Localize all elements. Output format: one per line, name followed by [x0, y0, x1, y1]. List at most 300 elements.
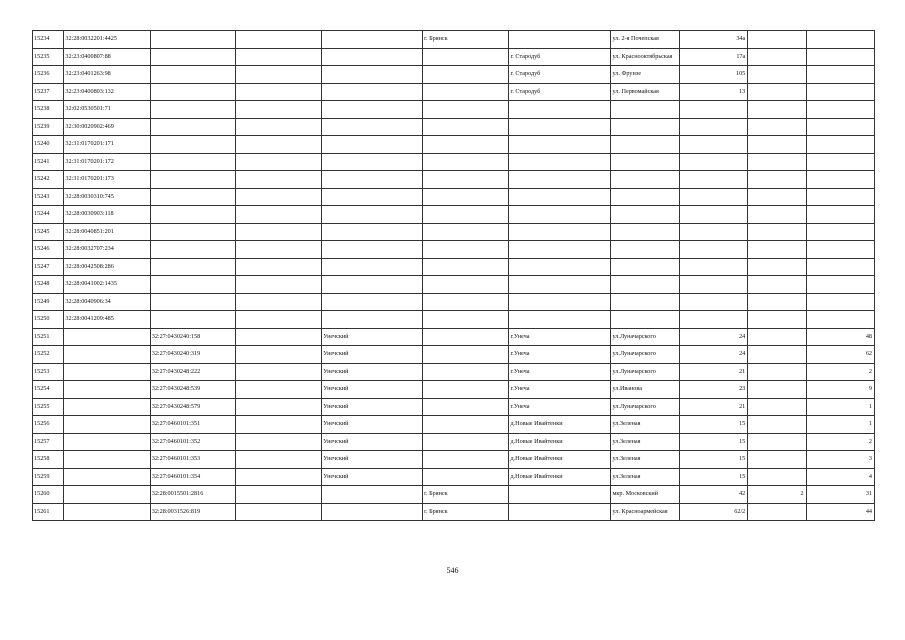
cell-cadastral-number: [64, 486, 150, 504]
cell-cadastral-number-parent: 32:27:0460101:351: [150, 416, 235, 434]
cell-city: [423, 258, 509, 276]
cell-settlement: [509, 258, 611, 276]
cell-settlement: д.Новые Ивайтенки: [509, 416, 611, 434]
cell-apartment: 3: [806, 451, 874, 469]
cell-cadastral-number: 32:28:0032707:234: [64, 241, 150, 259]
cell-apartment: [806, 83, 874, 101]
cell-cadastral-number: [64, 433, 150, 451]
cell-cadastral-number-parent: [150, 153, 235, 171]
cell-empty: [235, 258, 321, 276]
cell-empty: [235, 101, 321, 119]
cell-empty: [235, 66, 321, 84]
cell-number: 15238: [33, 101, 64, 119]
cell-empty: [235, 381, 321, 399]
cell-number: 15256: [33, 416, 64, 434]
cell-cadastral-number-parent: 32:27:0430240:319: [150, 346, 235, 364]
table-row: [33, 346, 875, 364]
cell-empty: [235, 83, 321, 101]
cell-district: [322, 83, 423, 101]
cell-apartment: [806, 311, 874, 329]
cell-number: 15251: [33, 328, 64, 346]
registry-table: [32, 30, 875, 521]
cell-house: [679, 101, 747, 119]
cell-district: [322, 241, 423, 259]
cell-apartment: 2: [806, 433, 874, 451]
registry-table-sheet: [32, 30, 875, 521]
cell-street: [611, 258, 679, 276]
cell-settlement: г.Унеча: [509, 398, 611, 416]
cell-settlement: [509, 276, 611, 294]
cell-city: [423, 153, 509, 171]
cell-city: [423, 398, 509, 416]
cell-number: 15248: [33, 276, 64, 294]
cell-building: [748, 31, 806, 49]
cell-house: [679, 118, 747, 136]
cell-settlement: [509, 503, 611, 521]
cell-district: Унечский: [322, 468, 423, 486]
cell-street: ул.Зеленая: [611, 416, 679, 434]
cell-street: ул.Луначарского: [611, 346, 679, 364]
cell-number: 15258: [33, 451, 64, 469]
cell-empty: [235, 276, 321, 294]
cell-cadastral-number-parent: [150, 101, 235, 119]
cell-empty: [235, 31, 321, 49]
cell-apartment: [806, 241, 874, 259]
cell-number: 15239: [33, 118, 64, 136]
table-row: [33, 241, 875, 259]
cell-city: [423, 381, 509, 399]
cell-house: 15: [679, 433, 747, 451]
cell-house: 21: [679, 363, 747, 381]
cell-building: [748, 206, 806, 224]
cell-empty: [235, 451, 321, 469]
cell-cadastral-number-parent: [150, 66, 235, 84]
cell-street: ул.Луначарского: [611, 363, 679, 381]
cell-number: 15259: [33, 468, 64, 486]
cell-settlement: [509, 188, 611, 206]
cell-district: [322, 66, 423, 84]
cell-street: [611, 241, 679, 259]
cell-apartment: 1: [806, 398, 874, 416]
cell-street: ул. 2-я Почепская: [611, 31, 679, 49]
cell-empty: [235, 223, 321, 241]
cell-settlement: г.Унеча: [509, 381, 611, 399]
cell-district: [322, 206, 423, 224]
cell-street: [611, 206, 679, 224]
cell-empty: [235, 136, 321, 154]
cell-district: Унечский: [322, 416, 423, 434]
cell-city: [423, 223, 509, 241]
cell-district: [322, 258, 423, 276]
cell-empty: [235, 486, 321, 504]
cell-street: [611, 223, 679, 241]
cell-settlement: д.Новые Ивайтенки: [509, 468, 611, 486]
cell-cadastral-number-parent: [150, 206, 235, 224]
cell-building: [748, 328, 806, 346]
cell-apartment: [806, 48, 874, 66]
cell-street: ул.Иванова: [611, 381, 679, 399]
cell-district: [322, 48, 423, 66]
cell-district: [322, 136, 423, 154]
table-row: [33, 118, 875, 136]
cell-cadastral-number-parent: [150, 311, 235, 329]
cell-city: [423, 241, 509, 259]
cell-city: [423, 83, 509, 101]
cell-settlement: г.Унеча: [509, 346, 611, 364]
cell-city: [423, 468, 509, 486]
cell-house: [679, 258, 747, 276]
cell-district: Унечский: [322, 346, 423, 364]
cell-cadastral-number: [64, 363, 150, 381]
table-row: [33, 363, 875, 381]
cell-cadastral-number-parent: 32:27:0460101:352: [150, 433, 235, 451]
cell-building: [748, 503, 806, 521]
cell-district: [322, 276, 423, 294]
cell-cadastral-number-parent: [150, 136, 235, 154]
cell-cadastral-number-parent: [150, 188, 235, 206]
cell-apartment: 2: [806, 363, 874, 381]
cell-street: ул.Зеленая: [611, 468, 679, 486]
cell-district: [322, 118, 423, 136]
table-row: [33, 83, 875, 101]
cell-number: 15255: [33, 398, 64, 416]
cell-house: [679, 171, 747, 189]
table-row: [33, 416, 875, 434]
cell-apartment: [806, 118, 874, 136]
cell-cadastral-number: 32:30:0020902:469: [64, 118, 150, 136]
cell-apartment: [806, 66, 874, 84]
cell-cadastral-number-parent: [150, 48, 235, 66]
cell-settlement: [509, 118, 611, 136]
cell-house: [679, 241, 747, 259]
cell-house: [679, 223, 747, 241]
cell-house: 34а: [679, 31, 747, 49]
cell-cadastral-number-parent: 32:27:0430248:539: [150, 381, 235, 399]
cell-number: 15250: [33, 311, 64, 329]
cell-city: [423, 416, 509, 434]
cell-district: Унечский: [322, 381, 423, 399]
cell-street: ул.Луначарского: [611, 328, 679, 346]
cell-settlement: [509, 223, 611, 241]
cell-apartment: [806, 101, 874, 119]
cell-number: 15245: [33, 223, 64, 241]
table-row: [33, 136, 875, 154]
cell-city: [423, 48, 509, 66]
cell-settlement: [509, 311, 611, 329]
cell-number: 15234: [33, 31, 64, 49]
cell-cadastral-number: 32:23:0400803:132: [64, 83, 150, 101]
cell-settlement: [509, 171, 611, 189]
cell-cadastral-number-parent: 32:28:0031526:819: [150, 503, 235, 521]
table-row: [33, 223, 875, 241]
table-row: [33, 486, 875, 504]
cell-building: [748, 468, 806, 486]
table-row: [33, 188, 875, 206]
cell-building: [748, 293, 806, 311]
cell-building: [748, 118, 806, 136]
table-row: [33, 293, 875, 311]
table-row: [33, 503, 875, 521]
cell-house: [679, 293, 747, 311]
cell-street: [611, 276, 679, 294]
cell-house: [679, 311, 747, 329]
cell-building: [748, 241, 806, 259]
cell-settlement: [509, 241, 611, 259]
cell-number: 15254: [33, 381, 64, 399]
cell-building: [748, 223, 806, 241]
cell-cadastral-number-parent: 32:27:0460101:353: [150, 451, 235, 469]
table-row: [33, 433, 875, 451]
cell-settlement: г. Стародуб: [509, 48, 611, 66]
cell-city: [423, 66, 509, 84]
cell-settlement: [509, 136, 611, 154]
cell-empty: [235, 503, 321, 521]
cell-cadastral-number-parent: [150, 171, 235, 189]
cell-empty: [235, 188, 321, 206]
cell-house: 13: [679, 83, 747, 101]
cell-city: [423, 188, 509, 206]
cell-house: [679, 136, 747, 154]
cell-empty: [235, 118, 321, 136]
cell-street: ул.Зеленая: [611, 433, 679, 451]
cell-cadastral-number-parent: 32:27:0430248:579: [150, 398, 235, 416]
cell-street: [611, 188, 679, 206]
cell-city: [423, 276, 509, 294]
cell-building: [748, 188, 806, 206]
cell-settlement: г.Унеча: [509, 328, 611, 346]
cell-empty: [235, 398, 321, 416]
cell-city: [423, 293, 509, 311]
cell-settlement: г. Стародуб: [509, 66, 611, 84]
cell-district: [322, 31, 423, 49]
cell-cadastral-number-parent: [150, 223, 235, 241]
cell-city: [423, 311, 509, 329]
cell-cadastral-number: 32:28:0041002:1435: [64, 276, 150, 294]
cell-number: 15235: [33, 48, 64, 66]
cell-district: [322, 311, 423, 329]
cell-apartment: [806, 206, 874, 224]
cell-settlement: [509, 153, 611, 171]
cell-apartment: [806, 293, 874, 311]
cell-cadastral-number: 32:28:0040851:201: [64, 223, 150, 241]
cell-building: [748, 398, 806, 416]
cell-street: [611, 136, 679, 154]
cell-street: [611, 311, 679, 329]
table-row: [33, 398, 875, 416]
cell-cadastral-number-parent: [150, 241, 235, 259]
cell-number: 15237: [33, 83, 64, 101]
cell-street: ул. Фрунзе: [611, 66, 679, 84]
cell-empty: [235, 48, 321, 66]
cell-city: [423, 118, 509, 136]
cell-settlement: [509, 293, 611, 311]
table-row: [33, 31, 875, 49]
cell-empty: [235, 153, 321, 171]
cell-building: [748, 276, 806, 294]
cell-settlement: [509, 101, 611, 119]
cell-district: [322, 486, 423, 504]
cell-cadastral-number: 32:28:0041209:485: [64, 311, 150, 329]
cell-building: [748, 346, 806, 364]
cell-street: ул.Луначарского: [611, 398, 679, 416]
cell-house: 15: [679, 451, 747, 469]
cell-apartment: [806, 223, 874, 241]
cell-building: [748, 153, 806, 171]
cell-number: 15249: [33, 293, 64, 311]
cell-house: 24: [679, 346, 747, 364]
cell-empty: [235, 171, 321, 189]
cell-number: 15252: [33, 346, 64, 364]
cell-building: [748, 66, 806, 84]
cell-street: [611, 293, 679, 311]
cell-empty: [235, 206, 321, 224]
cell-number: 15244: [33, 206, 64, 224]
cell-empty: [235, 346, 321, 364]
cell-number: 15240: [33, 136, 64, 154]
cell-city: [423, 363, 509, 381]
cell-building: [748, 381, 806, 399]
cell-city: [423, 101, 509, 119]
table-row: [33, 276, 875, 294]
cell-settlement: г.Унеча: [509, 363, 611, 381]
cell-apartment: [806, 171, 874, 189]
cell-city: [423, 171, 509, 189]
cell-building: [748, 136, 806, 154]
cell-district: [322, 101, 423, 119]
table-row: [33, 381, 875, 399]
cell-apartment: [806, 153, 874, 171]
table-row: [33, 171, 875, 189]
cell-city: г. Брянск: [423, 31, 509, 49]
cell-city: [423, 346, 509, 364]
cell-cadastral-number: 32:31:0170201:173: [64, 171, 150, 189]
cell-city: [423, 451, 509, 469]
table-row: [33, 206, 875, 224]
cell-cadastral-number-parent: [150, 83, 235, 101]
cell-empty: [235, 468, 321, 486]
cell-house: 15: [679, 416, 747, 434]
cell-street: [611, 153, 679, 171]
cell-empty: [235, 241, 321, 259]
cell-apartment: 9: [806, 381, 874, 399]
cell-empty: [235, 311, 321, 329]
cell-building: [748, 416, 806, 434]
cell-number: 15261: [33, 503, 64, 521]
table-row: [33, 48, 875, 66]
cell-cadastral-number: 32:28:0030903:118: [64, 206, 150, 224]
cell-number: 15241: [33, 153, 64, 171]
cell-house: 62/2: [679, 503, 747, 521]
cell-cadastral-number-parent: 32:27:0460101:354: [150, 468, 235, 486]
cell-city: г. Брянск: [423, 486, 509, 504]
cell-number: 15257: [33, 433, 64, 451]
cell-cadastral-number-parent: 32:27:0430240:158: [150, 328, 235, 346]
cell-cadastral-number: 32:23:0401263:98: [64, 66, 150, 84]
cell-cadastral-number: [64, 468, 150, 486]
cell-empty: [235, 363, 321, 381]
cell-cadastral-number-parent: [150, 258, 235, 276]
table-row: [33, 468, 875, 486]
cell-city: [423, 433, 509, 451]
cell-empty: [235, 416, 321, 434]
cell-empty: [235, 433, 321, 451]
cell-building: [748, 451, 806, 469]
cell-cadastral-number: 32:02:0530501:71: [64, 101, 150, 119]
cell-number: 15246: [33, 241, 64, 259]
cell-apartment: 62: [806, 346, 874, 364]
cell-building: [748, 171, 806, 189]
cell-cadastral-number: 32:31:0170201:171: [64, 136, 150, 154]
cell-cadastral-number-parent: [150, 31, 235, 49]
table-row: [33, 258, 875, 276]
cell-city: г. Брянск: [423, 503, 509, 521]
cell-building: [748, 311, 806, 329]
cell-building: [748, 83, 806, 101]
cell-cadastral-number: [64, 416, 150, 434]
cell-number: 15260: [33, 486, 64, 504]
cell-district: [322, 503, 423, 521]
cell-apartment: [806, 276, 874, 294]
cell-empty: [235, 328, 321, 346]
cell-building: [748, 48, 806, 66]
cell-apartment: 48: [806, 328, 874, 346]
cell-street: ул.Зеленая: [611, 451, 679, 469]
cell-district: Унечский: [322, 328, 423, 346]
cell-number: 15247: [33, 258, 64, 276]
cell-cadastral-number-parent: [150, 293, 235, 311]
cell-apartment: [806, 31, 874, 49]
cell-district: Унечский: [322, 433, 423, 451]
cell-settlement: д.Новые Ивайтенки: [509, 451, 611, 469]
cell-apartment: [806, 258, 874, 276]
cell-cadastral-number: [64, 451, 150, 469]
cell-cadastral-number: [64, 328, 150, 346]
cell-cadastral-number-parent: 32:27:0430248:222: [150, 363, 235, 381]
cell-number: 15242: [33, 171, 64, 189]
cell-house: 21: [679, 398, 747, 416]
cell-cadastral-number: [64, 398, 150, 416]
cell-cadastral-number: [64, 346, 150, 364]
cell-building: [748, 101, 806, 119]
cell-district: [322, 188, 423, 206]
cell-cadastral-number: 32:28:0042508:286: [64, 258, 150, 276]
cell-cadastral-number: 32:28:0032201:4425: [64, 31, 150, 49]
cell-street: [611, 101, 679, 119]
cell-house: 42: [679, 486, 747, 504]
table-row: [33, 101, 875, 119]
cell-building: [748, 433, 806, 451]
cell-apartment: 31: [806, 486, 874, 504]
cell-number: 15243: [33, 188, 64, 206]
cell-house: 24: [679, 328, 747, 346]
cell-settlement: [509, 486, 611, 504]
cell-street: [611, 118, 679, 136]
cell-cadastral-number-parent: [150, 276, 235, 294]
cell-house: 23: [679, 381, 747, 399]
cell-city: [423, 328, 509, 346]
cell-apartment: 1: [806, 416, 874, 434]
cell-house: 15: [679, 468, 747, 486]
cell-city: [423, 136, 509, 154]
cell-cadastral-number-parent: [150, 118, 235, 136]
cell-cadastral-number: 32:28:0030310:745: [64, 188, 150, 206]
table-body: [33, 31, 875, 521]
cell-settlement: [509, 206, 611, 224]
cell-district: [322, 153, 423, 171]
cell-house: [679, 206, 747, 224]
cell-cadastral-number: 32:28:0040906:34: [64, 293, 150, 311]
cell-apartment: 44: [806, 503, 874, 521]
